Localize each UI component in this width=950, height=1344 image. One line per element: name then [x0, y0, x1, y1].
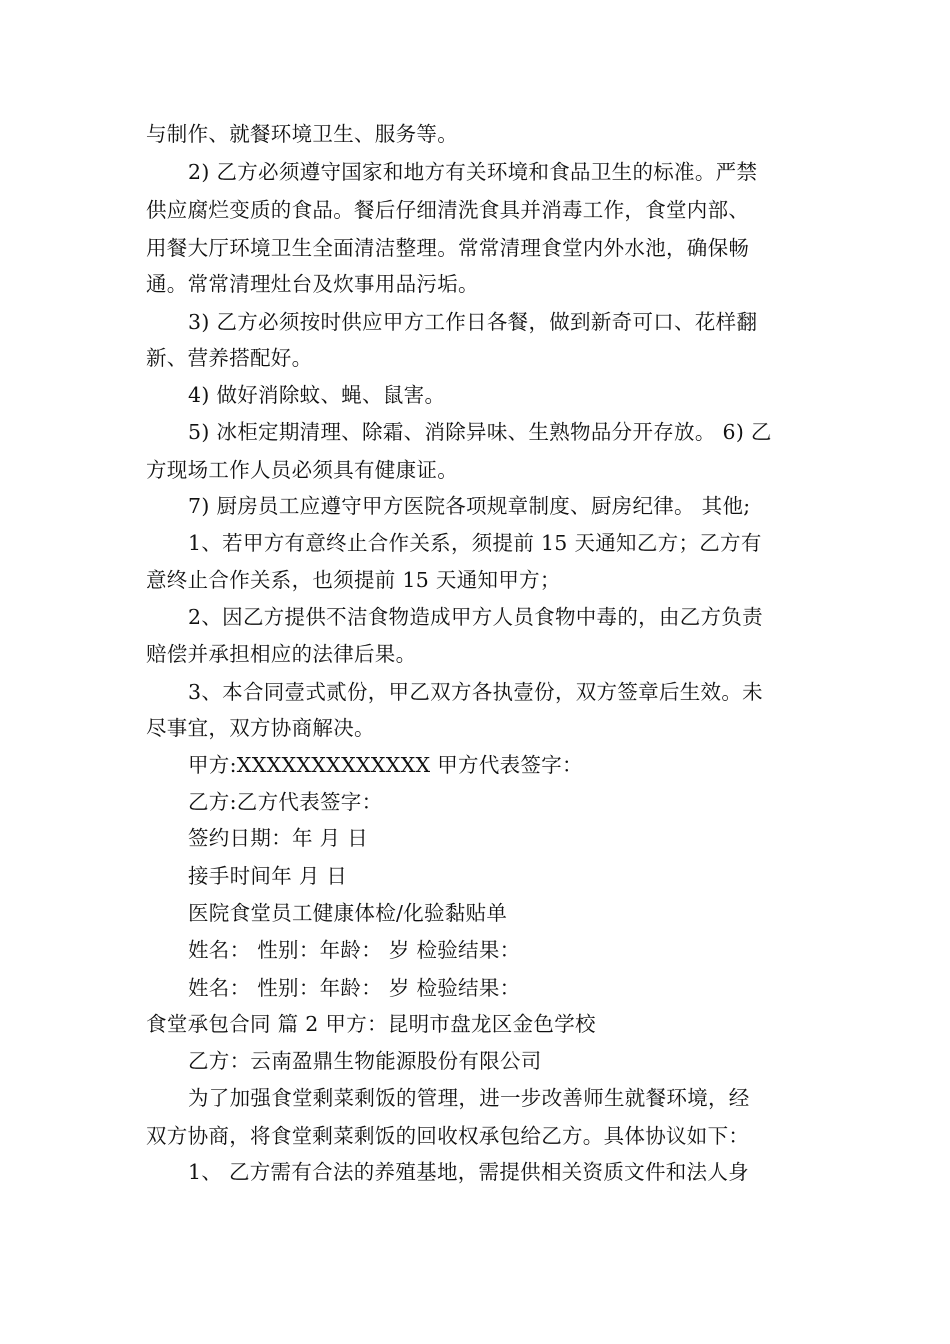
paragraph-line: 赔偿并承担相应的法律后果。: [146, 642, 417, 666]
contract-title-line: 食堂承包合同 篇 2 甲方：昆明市盘龙区金色学校: [146, 1012, 596, 1036]
paragraph-line: 1、若甲方有意终止合作关系，须提前 15 天通知乙方；乙方有: [188, 531, 762, 555]
paragraph-line: 意终止合作关系，也须提前 15 天通知甲方；: [146, 568, 561, 592]
section-heading: 医院食堂员工健康体检/化验黏贴单: [188, 901, 508, 925]
paragraph-line: 尽事宜，双方协商解决。: [146, 716, 375, 740]
party-b-line: 乙方：云南盈鼎生物能源股份有限公司: [188, 1049, 542, 1073]
paragraph-line: 供应腐烂变质的食品。餐后仔细清洗食具并消毒工作，食堂内部、: [146, 198, 750, 222]
paragraph-line: 2) 乙方必须遵守国家和地方有关环境和食品卫生的标准。严禁: [188, 160, 758, 184]
paragraph-line: 3) 乙方必须按时供应甲方工作日各餐，做到新奇可口、花样翻: [188, 310, 758, 334]
paragraph-line: 双方协商，将食堂剩菜剩饭的回收权承包给乙方。具体协议如下：: [146, 1124, 750, 1148]
paragraph-line: 5) 冰柜定期清理、除霜、消除异味、生熟物品分开存放。 6) 乙: [188, 420, 772, 444]
paragraph-line: 用餐大厅环境卫生全面清洁整理。常常清理食堂内外水池，确保畅: [146, 236, 750, 260]
paragraph-line: 与制作、就餐环境卫生、服务等。: [146, 122, 458, 146]
paragraph-line: 新、营养搭配好。: [146, 346, 313, 370]
paragraph-line: 方现场工作人员必须具有健康证。: [146, 458, 458, 482]
paragraph-line: 4) 做好消除蚊、蝇、鼠害。: [188, 383, 446, 407]
paragraph-line: 2、因乙方提供不洁食物造成甲方人员食物中毒的，由乙方负责: [188, 605, 763, 629]
form-line: 姓名： 性别：年龄： 岁 检验结果：: [188, 938, 521, 962]
paragraph-line: 通。常常清理灶台及炊事用品污垢。: [146, 272, 479, 296]
party-b-line: 乙方:乙方代表签字：: [188, 790, 383, 814]
paragraph-line: 为了加强食堂剩菜剩饭的管理，进一步改善师生就餐环境，经: [188, 1086, 750, 1110]
signing-date-line: 签约日期：年 月 日: [188, 826, 369, 850]
paragraph-line: 7) 厨房员工应遵守甲方医院各项规章制度、厨房纪律。 其他;: [188, 494, 751, 518]
paragraph-line: 3、本合同壹式贰份，甲乙双方各执壹份，双方签章后生效。未: [188, 680, 763, 704]
paragraph-line: 1、 乙方需有合法的养殖基地，需提供相关资质文件和法人身: [188, 1160, 749, 1184]
handover-date-line: 接手时间年 月 日: [188, 864, 348, 888]
form-line: 姓名： 性别：年龄： 岁 检验结果：: [188, 976, 521, 1000]
party-a-line: 甲方:XXXXXXXXXXXXX 甲方代表签字：: [188, 753, 583, 777]
